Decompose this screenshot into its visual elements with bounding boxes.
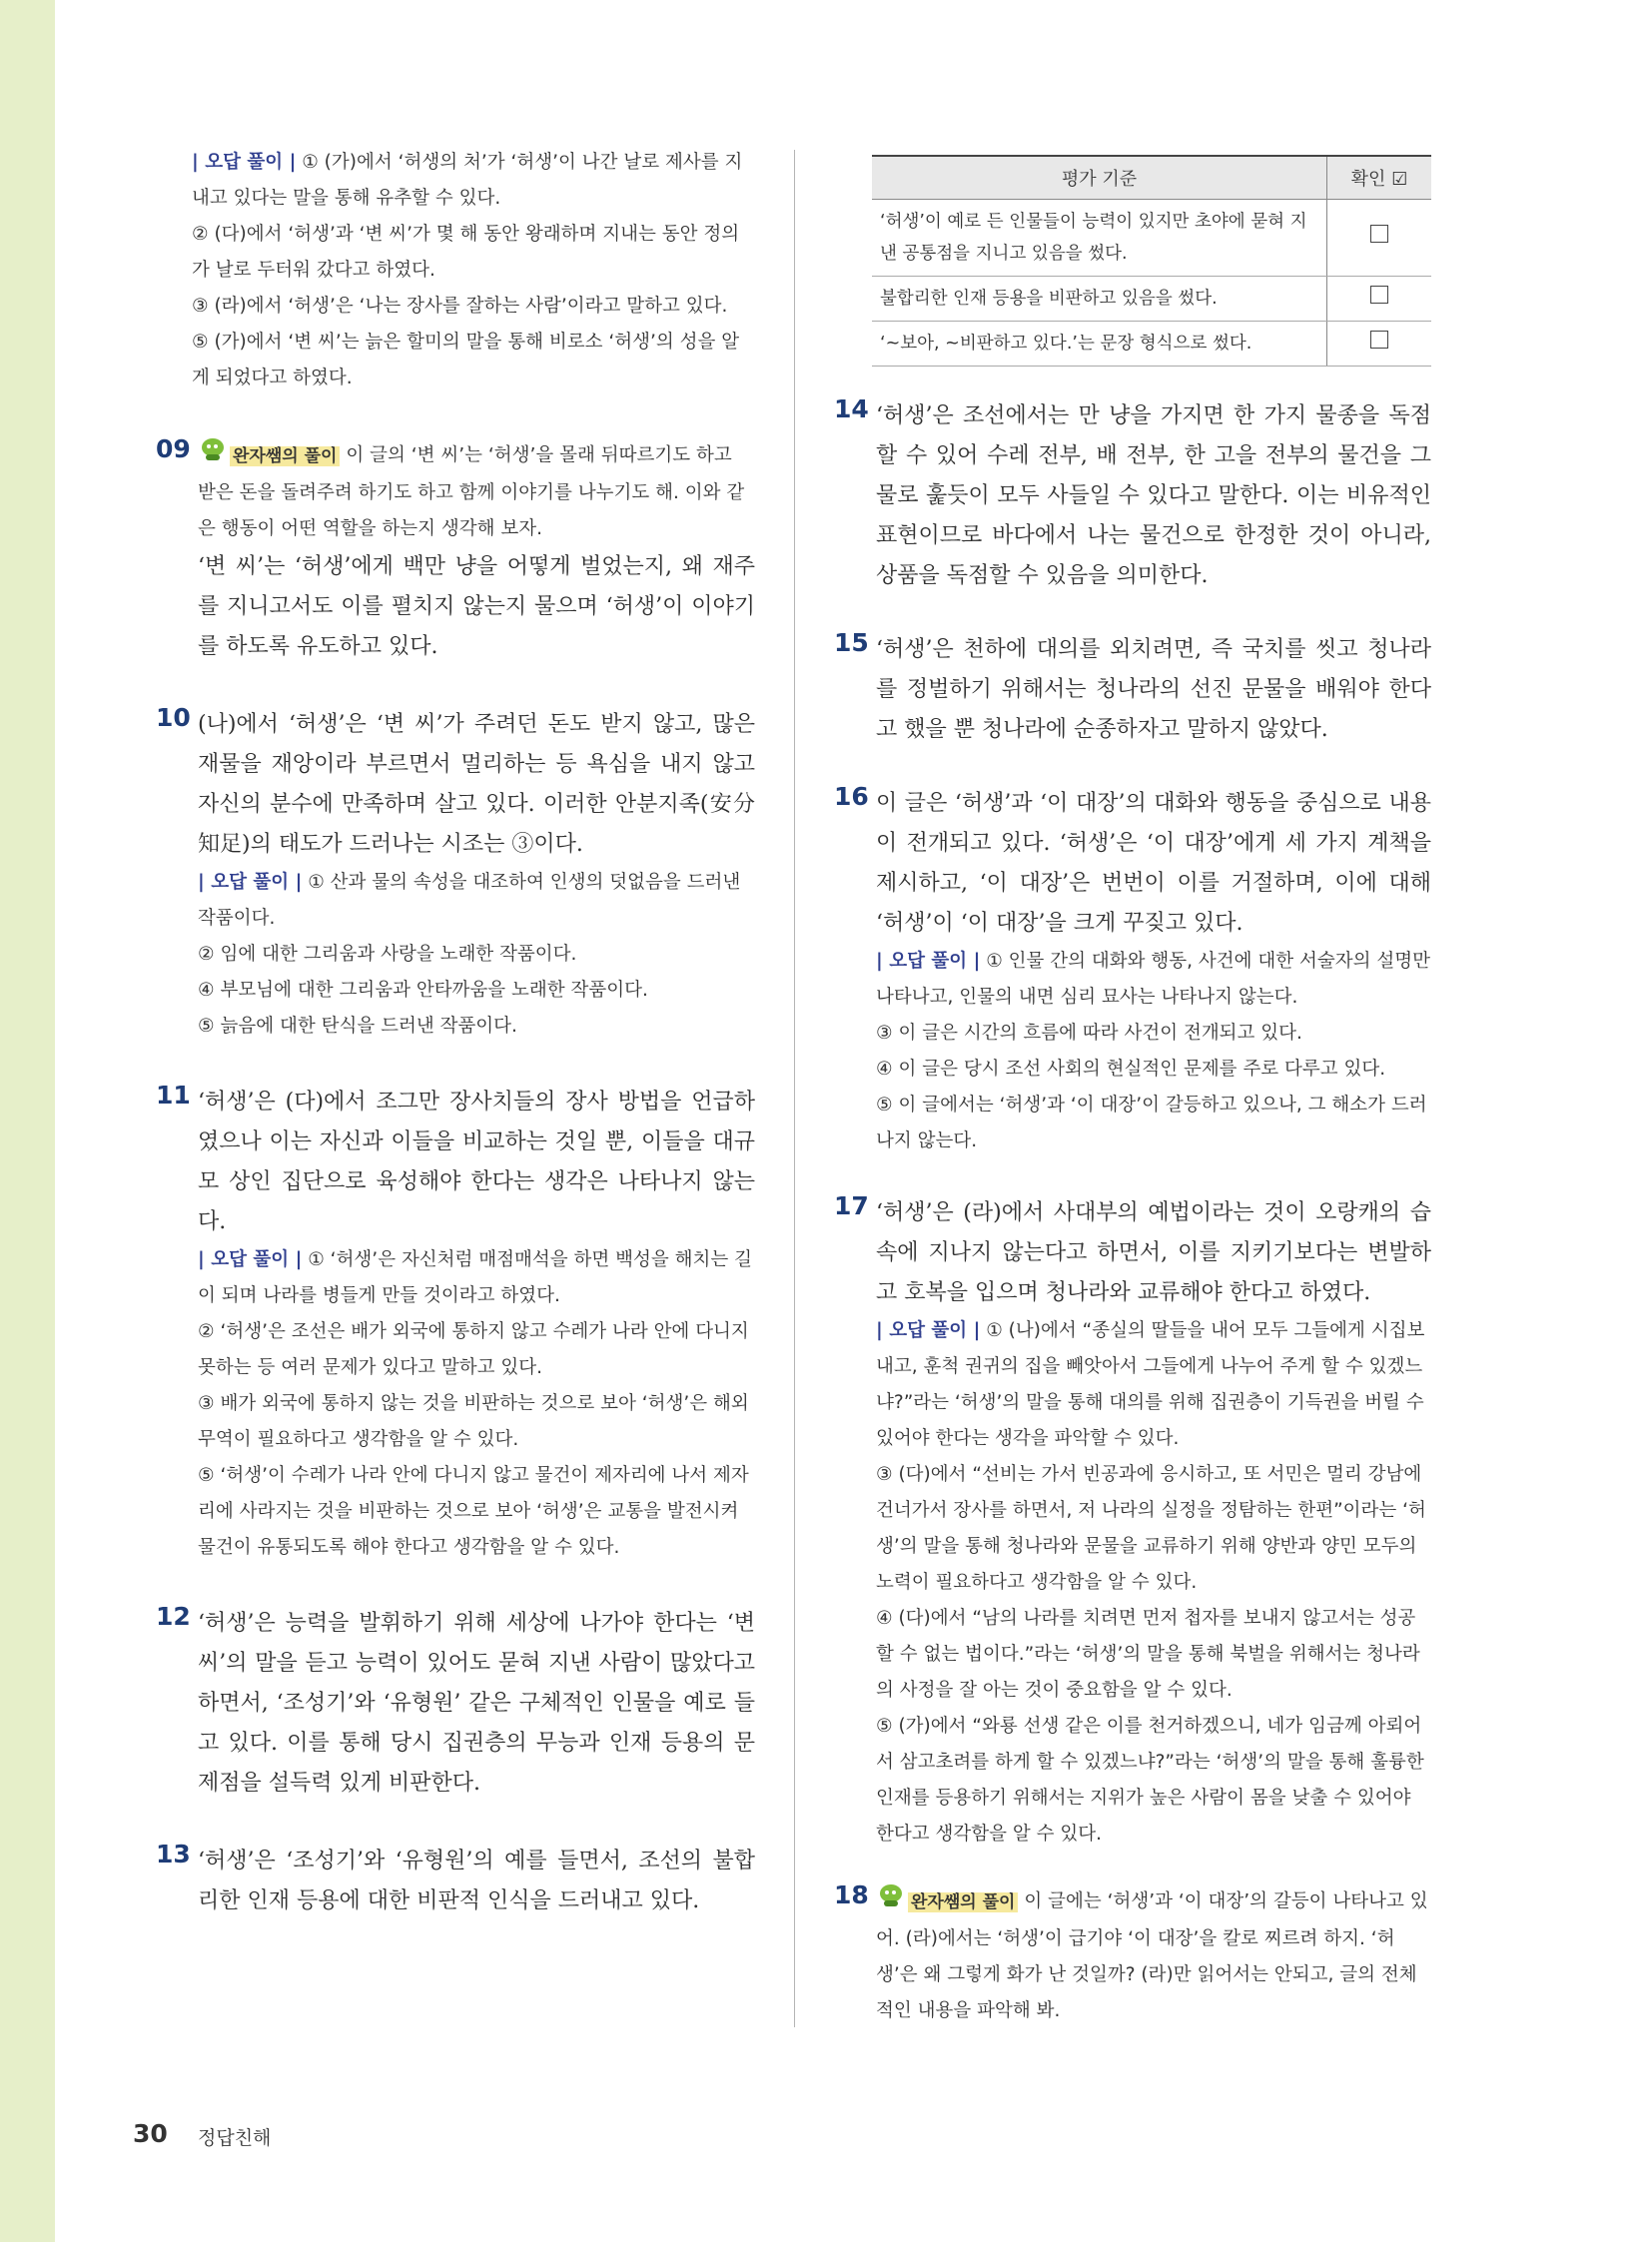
list-item: ③ (다)에서 “선비는 가서 빈공과에 응시하고, 또 서민은 멀리 강남에 건너가서 장사를 하면서, 저 나라의 실정을 정탐하는 한편”이라는 ‘허생’의 말을 통해 청나라와 문물을 교류하기 위해 양반과 양민 모두의 노력이 필요하다고 생각함을 알 수 있다. bbox=[876, 1464, 1426, 1593]
checkbox[interactable] bbox=[1370, 331, 1388, 349]
list-item: ⑤ 이 글에서는 ‘허생’과 ‘이 대장’이 갈등하고 있으나, 그 해소가 드러나지 않는다. bbox=[876, 1095, 1427, 1151]
question-number: 14 bbox=[834, 394, 869, 423]
side-margin-bar bbox=[0, 0, 55, 2242]
question-number: 11 bbox=[156, 1081, 191, 1110]
question-16 bbox=[834, 784, 1431, 1159]
question-number: 12 bbox=[156, 1602, 191, 1631]
list-item: | 오답 풀이 | ① ‘허생’은 자신처럼 매점매석을 하면 백성을 해치는 길이 되며 나라를 병들게 만들 것이라고 하였다. bbox=[198, 1249, 753, 1306]
list-item: | 오답 풀이 | ① 산과 물의 속성을 대조하여 인생의 덧없음을 드러낸 작품이다. bbox=[198, 872, 741, 929]
question-13 bbox=[156, 1842, 755, 1921]
teacher-note: 완자쌤의 풀이 이 글에는 ‘허생’과 ‘이 대장’의 갈등이 나타나고 있어. (라)에서는 ‘허생’이 급기야 ‘이 대장’을 칼로 찌르려 하지. ‘허생’은 왜 그렇게 화가 난 것일까? (라)만 읽어서는 안되고, 글의 전체적인 내용을 파악해 봐. bbox=[876, 1882, 1431, 2029]
list-item: ③ (라)에서 ‘허생’은 ‘나는 장사를 잘하는 사람’이라고 말하고 있다. bbox=[192, 296, 728, 317]
table-header-row bbox=[872, 156, 1431, 200]
question-14 bbox=[834, 396, 1431, 596]
answer-text: 이 글은 ‘허생’과 ‘이 대장’의 대화와 행동을 중심으로 내용이 전개되고 있다. ‘허생’은 ‘이 대장’에게 세 가지 계책을 제시하고, ‘이 대장’은 번번이 이를 거절하며, 이에 대해 ‘허생’이 ‘이 대장’을 크게 꾸짖고 있다. bbox=[876, 791, 1431, 936]
table-row bbox=[872, 322, 1431, 367]
question-15 bbox=[834, 630, 1431, 750]
list-item: ② 임에 대한 그리움과 사랑을 노래한 작품이다. bbox=[198, 944, 577, 965]
answer-text: ‘허생’은 ‘조성기’와 ‘유형원’의 예를 들면서, 조선의 불합리한 인재 등용에 대한 비판적 인식을 드러내고 있다. bbox=[198, 1849, 755, 1913]
answer-text: ‘허생’은 (라)에서 사대부의 예법이라는 것이 오랑캐의 습속에 지나지 않는다고 하면서, 이를 지키기보다는 변발하고 호복을 입으며 청나라와 교류해야 한다고 하였다. bbox=[876, 1200, 1431, 1305]
mascot-icon bbox=[198, 436, 228, 475]
answer-text: ‘허생’은 능력을 발휘하기 위해 세상에 나가야 한다는 ‘변 씨’의 말을 듣고 능력이 있어도 묻혀 지낸 사람이 많았다고 하면서, ‘조성기’와 ‘유형원’ 같은 구체적인 인물을 예로 들고 있다. 이를 통해 당시 집권층의 무능과 인재 등용의 문제점을 설득력 있게 비판한다. bbox=[198, 1611, 755, 1796]
question-number: 16 bbox=[834, 782, 869, 811]
right-column bbox=[834, 155, 1431, 2029]
teacher-note: 완자쌤의 풀이 이 글의 ‘변 씨’는 ‘허생’을 몰래 뒤따르기도 하고 받은 돈을 돌려주려 하기도 하고 함께 이야기를 나누기도 해. 이와 같은 행동이 어떤 역할을 하는지 생각해 보자. bbox=[198, 436, 755, 547]
checkbox-icon: ☑ bbox=[1391, 169, 1408, 190]
answer-text: (나)에서 ‘허생’은 ‘변 씨’가 주려던 돈도 받지 않고, 많은 재물을 재앙이라 부르면서 멀리하는 등 욕심을 내지 않고 자신의 분수에 만족하며 살고 있다. 이러한 안분지족(安分知足)의 태도가 드러나는 시조는 ③이다. bbox=[198, 712, 755, 857]
answer-text: ‘허생’은 조선에서는 만 냥을 가지면 한 가지 물종을 독점할 수 있어 수레 전부, 배 전부, 한 고을 전부의 물건을 그물로 훑듯이 모두 사들일 수 있다고 말한다. 이는 비유적인 표현이므로 바다에서 나는 물건으로 한정한 것이 아니라, 상품을 독점할 수 있음을 의미한다. bbox=[876, 403, 1431, 588]
question-number: 09 bbox=[156, 434, 191, 463]
criteria-cell: 불합리한 인재 등용을 비판하고 있음을 썼다. bbox=[872, 277, 1327, 322]
page-number: 30 bbox=[133, 2119, 168, 2148]
criteria-cell: ‘허생’이 예로 든 인물들이 능력이 있지만 초야에 묻혀 지낸 공통점을 지니고 있음을 썼다. bbox=[872, 200, 1327, 277]
checkbox[interactable] bbox=[1370, 225, 1388, 243]
wrong-answers bbox=[198, 1242, 755, 1566]
list-item: ④ 이 글은 당시 조선 사회의 현실적인 문제를 주로 다루고 있다. bbox=[876, 1059, 1386, 1080]
mascot-icon bbox=[876, 1882, 906, 1921]
list-item: ③ 이 글은 시간의 흐름에 따라 사건이 전개되고 있다. bbox=[876, 1023, 1302, 1044]
check-header: 확인 ☑ bbox=[1327, 156, 1432, 200]
question-12 bbox=[156, 1604, 755, 1804]
list-item: ② ‘허생’은 조선은 배가 외국에 통하지 않고 수레가 나라 안에 다니지 못하는 등 여러 문제가 있다고 말하고 있다. bbox=[198, 1321, 749, 1378]
criteria-header: 평가 기준 bbox=[872, 156, 1327, 200]
question-number: 18 bbox=[834, 1880, 869, 1909]
list-item: ④ (다)에서 “남의 나라를 치려면 먼저 첩자를 보내지 않고서는 성공할 수 없는 법이다.”라는 ‘허생’의 말을 통해 북벌을 위해서는 청나라의 사정을 잘 아는 것이 중요함을 알 수 있다. bbox=[876, 1608, 1420, 1701]
left-column bbox=[156, 145, 755, 1921]
odap-tag: | 오답 풀이 | bbox=[198, 872, 303, 893]
answer-text: ‘허생’은 (다)에서 조그만 장사치들의 장사 방법을 언급하였으나 이는 자신과 이들을 비교하는 것일 뿐, 이들을 대규모 상인 집단으로 육성해야 한다는 생각은 나타나지 않는다. bbox=[198, 1090, 755, 1234]
wrong-answers bbox=[876, 944, 1431, 1159]
evaluation-criteria-table bbox=[872, 155, 1431, 367]
list-item: ② (다)에서 ‘허생’과 ‘변 씨’가 몇 해 동안 왕래하며 지내는 동안 정의가 날로 두터워 갔다고 하였다. bbox=[192, 224, 740, 281]
column-divider bbox=[794, 150, 795, 2027]
question-number: 10 bbox=[156, 703, 191, 732]
list-item: | 오답 풀이 | ① 인물 간의 대화와 행동, 사건에 대한 서술자의 설명만 나타나고, 인물의 내면 심리 묘사는 나타나지 않는다. bbox=[876, 951, 1431, 1008]
wrong-answers bbox=[198, 865, 755, 1045]
question-11 bbox=[156, 1083, 755, 1566]
q08-wrong-answers bbox=[192, 145, 755, 396]
question-number: 17 bbox=[834, 1191, 869, 1220]
list-item: ⑤ (가)에서 “와룡 선생 같은 이를 천거하겠으니, 네가 임금께 아뢰어서 삼고초려를 하게 할 수 있겠느냐?”라는 ‘허생’의 말을 통해 훌륭한 인재를 등용하기 위해서는 지위가 높은 사람이 몸을 낮출 수 있어야 한다고 생각함을 알 수 있다. bbox=[876, 1716, 1424, 1845]
criteria-cell: ‘~보아, ~비판하고 있다.’는 문장 형식으로 썼다. bbox=[872, 322, 1327, 367]
question-17 bbox=[834, 1193, 1431, 1853]
question-number: 13 bbox=[156, 1840, 191, 1868]
question-number: 15 bbox=[834, 628, 869, 657]
teacher-tag: 완자쌤의 풀이 bbox=[230, 446, 340, 466]
answer-text: ‘허생’은 천하에 대의를 외치려면, 즉 국치를 씻고 청나라를 정벌하기 위해서는 청나라의 선진 문물을 배워야 한다고 했을 뿐 청나라에 순종하자고 말하지 않았다. bbox=[876, 637, 1431, 742]
list-item: ⑤ (가)에서 ‘변 씨’는 늙은 할미의 말을 통해 비로소 ‘허생’의 성을 알게 되었다고 하였다. bbox=[192, 332, 740, 388]
odap-tag: | 오답 풀이 | bbox=[192, 152, 297, 173]
answer-text: ‘변 씨’는 ‘허생’에게 백만 냥을 어떻게 벌었는지, 왜 재주를 지니고서도 이를 펼치지 않는지 물으며 ‘허생’이 이야기를 하도록 유도하고 있다. bbox=[198, 554, 755, 659]
teacher-tag: 완자쌤의 풀이 bbox=[908, 1892, 1018, 1912]
question-18 bbox=[834, 1882, 1431, 2029]
question-10 bbox=[156, 705, 755, 1045]
list-item: | 오답 풀이 | ① (가)에서 ‘허생의 처’가 ‘허생’이 나간 날로 제사를 지내고 있다는 말을 통해 유추할 수 있다. bbox=[192, 152, 743, 209]
list-item: ⑤ 늙음에 대한 탄식을 드러낸 작품이다. bbox=[198, 1016, 517, 1037]
checkbox[interactable] bbox=[1370, 286, 1388, 304]
odap-tag: | 오답 풀이 | bbox=[876, 951, 981, 972]
odap-tag: | 오답 풀이 | bbox=[198, 1249, 303, 1270]
list-item: | 오답 풀이 | ① (나)에서 “종실의 딸들을 내어 모두 그들에게 시집보내고, 훈척 권귀의 집을 빼앗아서 그들에게 나누어 주게 할 수 있겠느냐?”라는 ‘허생’의 말을 통해 대의를 위해 집권층이 기득권을 버릴 수 있어야 한다는 생각을 파악할 수 있다. bbox=[876, 1320, 1425, 1449]
table-row bbox=[872, 277, 1431, 322]
book-title: 정답친해 bbox=[198, 2127, 272, 2149]
odap-tag: | 오답 풀이 | bbox=[876, 1320, 981, 1341]
list-item: ④ 부모님에 대한 그리움과 안타까움을 노래한 작품이다. bbox=[198, 980, 648, 1001]
wrong-answers bbox=[876, 1313, 1431, 1853]
question-09 bbox=[156, 436, 755, 667]
table-row bbox=[872, 200, 1431, 277]
list-item: ③ 배가 외국에 통하지 않는 것을 비판하는 것으로 보아 ‘허생’은 해외 무역이 필요하다고 생각함을 알 수 있다. bbox=[198, 1393, 749, 1450]
list-item: ⑤ ‘허생’이 수레가 나라 안에 다니지 않고 물건이 제자리에 나서 제자리에 사라지는 것을 비판하는 것으로 보아 ‘허생’은 교통을 발전시켜 물건이 유통되도록 해야 한다고 생각함을 알 수 있다. bbox=[198, 1465, 749, 1558]
